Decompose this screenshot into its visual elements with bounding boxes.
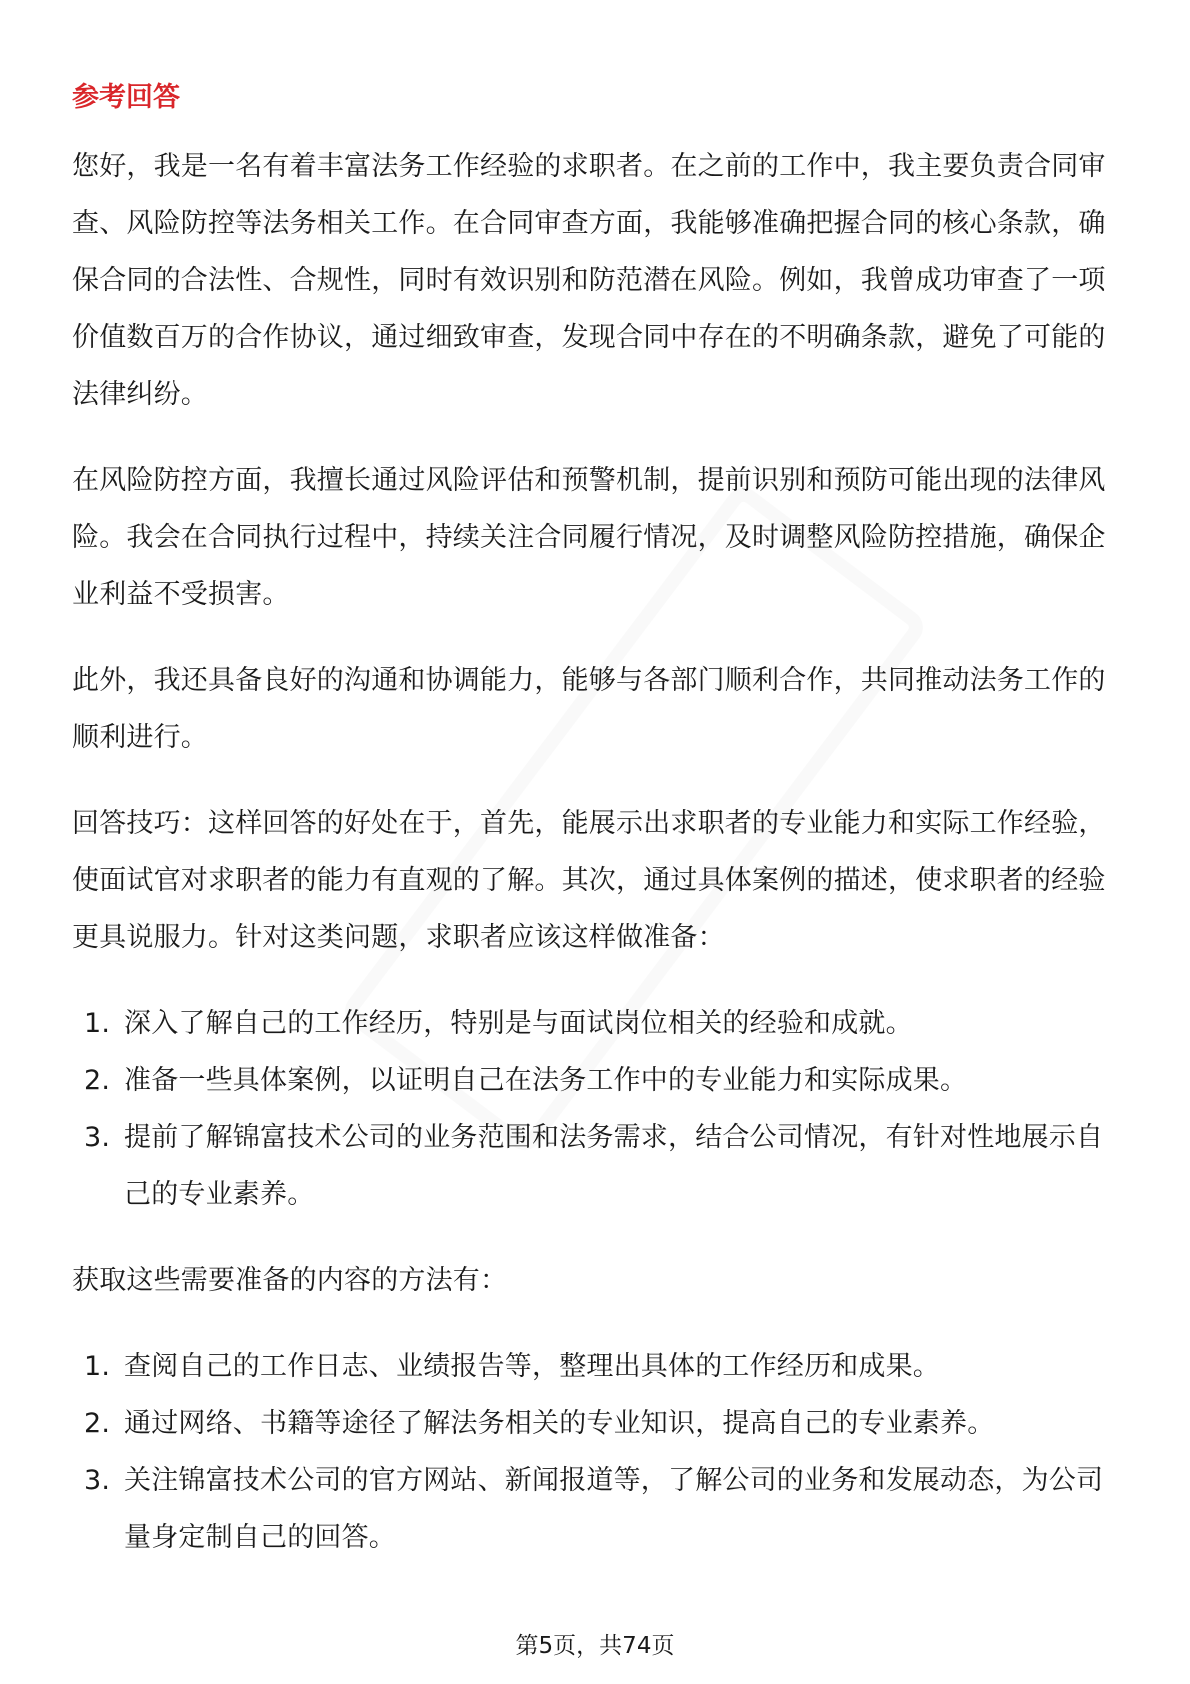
list-item bbox=[72, 1338, 1118, 1395]
tips-paragraph: 回答技巧：这样回答的好处在于，首先，能展示出求职者的专业能力和实际工作经验，使面试官对求职者的能力有直观的了解。其次，通过具体案例的描述，使求职者的经验更具说服力。针对这类问题，求职者应该这样做准备： bbox=[72, 808, 1106, 953]
list-number: 2. bbox=[84, 1065, 111, 1096]
list-text: 关注锦富技术公司的官方网站、新闻报道等，了解公司的业务和发展动态，为公司量身定制自己的回答。 bbox=[124, 1465, 1104, 1553]
list-number: 3. bbox=[84, 1465, 111, 1496]
list-item bbox=[72, 1395, 1118, 1452]
list-number: 1. bbox=[84, 1351, 111, 1382]
list-text: 提前了解锦富技术公司的业务范围和法务需求，结合公司情况，有针对性地展示自己的专业素养。 bbox=[124, 1122, 1104, 1210]
answer-paragraph-2: 在风险防控方面，我擅长通过风险评估和预警机制，提前识别和预防可能出现的法律风险。我会在合同执行过程中，持续关注合同履行情况，及时调整风险防控措施，确保企业利益不受损害。 bbox=[72, 465, 1106, 610]
document-body bbox=[72, 80, 1118, 1595]
list-number: 1. bbox=[84, 1008, 111, 1039]
list-number: 2. bbox=[84, 1408, 111, 1439]
preparation-list bbox=[72, 995, 1118, 1223]
list-text: 通过网络、书籍等途径了解法务相关的专业知识，提高自己的专业素养。 bbox=[124, 1408, 995, 1439]
list-item bbox=[72, 995, 1118, 1052]
answer-paragraph-1: 您好，我是一名有着丰富法务工作经验的求职者。在之前的工作中，我主要负责合同审查、风险防控等法务相关工作。在合同审查方面，我能够准确把握合同的核心条款，确保合同的合法性、合规性，同时有效识别和防范潜在风险。例如，我曾成功审查了一项价值数百万的合作协议，通过细致审查，发现合同中存在的不明确条款，避免了可能的法律纠纷。 bbox=[72, 151, 1106, 410]
list-item bbox=[72, 1452, 1118, 1566]
methods-list bbox=[72, 1338, 1118, 1566]
answer-paragraph-3: 此外，我还具备良好的沟通和协调能力，能够与各部门顺利合作，共同推动法务工作的顺利进行。 bbox=[72, 665, 1106, 753]
list-text: 深入了解自己的工作经历，特别是与面试岗位相关的经验和成就。 bbox=[124, 1008, 913, 1039]
section-heading: 参考回答 bbox=[72, 82, 180, 113]
page-footer: 第5页，共74页 bbox=[515, 1633, 675, 1659]
methods-intro: 获取这些需要准备的内容的方法有： bbox=[72, 1265, 508, 1296]
list-text: 查阅自己的工作日志、业绩报告等，整理出具体的工作经历和成果。 bbox=[124, 1351, 940, 1382]
list-number: 3. bbox=[84, 1122, 111, 1153]
list-item bbox=[72, 1109, 1118, 1223]
list-item bbox=[72, 1052, 1118, 1109]
list-text: 准备一些具体案例，以证明自己在法务工作中的专业能力和实际成果。 bbox=[124, 1065, 968, 1096]
